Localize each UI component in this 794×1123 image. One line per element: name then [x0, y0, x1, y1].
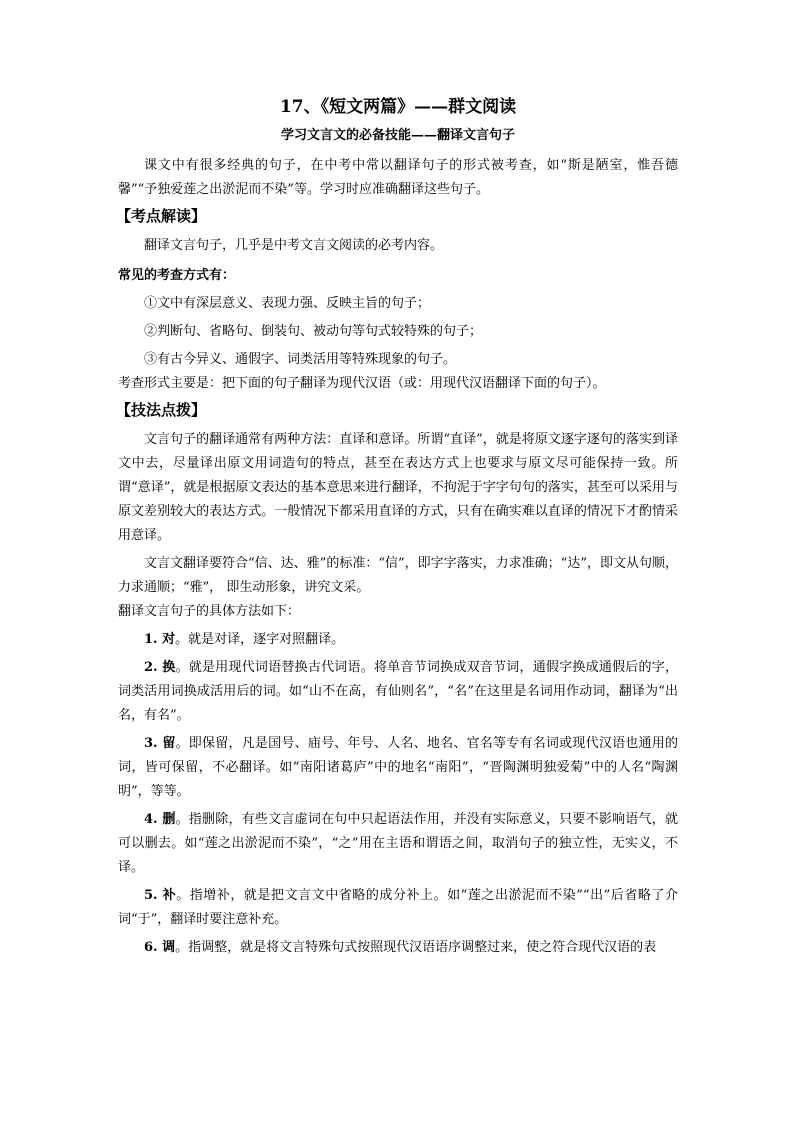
method-label: 6. 调 [144, 940, 176, 955]
section-heading-techniques: 【技法点拨】 [116, 401, 207, 419]
method-text: 。即保留，凡是国号、庙号、年号、人名、地名、官名等专有名词或现代汉语也通用的词，皆可保留，不必翻译。如“南阳诸葛庐”中的地名“南阳”，“晋陶渊明独爱菊”中的人名“陶渊明”，等等。 [118, 736, 678, 799]
exam-methods-subhead: 常见的考查方式有： [118, 268, 236, 283]
method-text: 。就是用现代词语替换古代词语。将单音节词换成双音节词，通假字换成通假后的字，词类活用词换成活用后的词。如“山不在高，有仙则名”，“名”在这里是名词用作动词，翻译为“出名，有名”。 [118, 660, 678, 723]
method-item [118, 656, 678, 728]
method-text: 。指增补，就是把文言文中省略的成分补上。如“莲之出淤泥而不染”“出”后省略了介词“于”，翻译时要注意补充。 [118, 888, 678, 927]
techniques-paragraph-3: 翻译文言句子的具体方法如下： [118, 604, 301, 619]
method-item [118, 732, 678, 804]
method-text: 。指删除，有些文言虚词在句中只起语法作用，并没有实际意义，只要不影响语气，就可以删去。如“莲之出淤泥而不染”，“之”用在主语和谓语之间，取消句子的独立性，无实义，不译。 [118, 812, 678, 875]
method-label: 1. 对 [144, 632, 176, 647]
method-text: 。就是对译，逐字对照翻译。 [175, 632, 345, 647]
techniques-paragraph-1: 文言句子的翻译通常有两种方法：直译和意译。所谓“直译”，就是将原文逐字逐句的落实到译文中去，尽量译出原文用词造句的特点，甚至在表达方式上也要求与原文尽可能保持一致。所谓“意译”，就是根据原文表达的基本意思来进行翻译，不拘泥于字字句句的落实，甚至可以采用与原文差别较大的表达方式。一般情况下都采用直译的方式，只有在确实难以直译的情况下才酌情采用意译。 [118, 432, 678, 543]
method-item [118, 808, 678, 880]
page-subtitle: 学习文言文的必备技能——翻译文言句子 [280, 128, 515, 143]
method-item [118, 936, 678, 960]
method-label: 5. 补 [144, 888, 177, 903]
techniques-paragraph-2: 文言文翻译要符合“信、达、雅”的标准：“信”，即字字落实，力求准确；“达”，即文从句顺，力求通顺；“雅”， 即生动形象，讲究文采。 [118, 556, 678, 595]
page-title: 17、《短文两篇》——群文阅读 [279, 97, 517, 117]
list-item: ②判断句、省略句、倒装句、被动句等句式较特殊的句子； [144, 324, 483, 339]
method-item [118, 884, 678, 932]
section-heading-exam-points: 【考点解读】 [116, 207, 207, 225]
exam-form-paragraph: 考查形式主要是：把下面的句子翻译为现代汉语（或：用现代汉语翻译下面的句子）。 [118, 376, 606, 391]
list-item: ①文中有深层意义、表现力强、反映主旨的句子； [144, 296, 431, 311]
intro-paragraph: 课文中有很多经典的句子，在中考中常以翻译句子的形式被考查，如“斯是陋室，惟吾德馨”“予独爱莲之出淤泥而不染”等。学习时应准确翻译这些句子。 [118, 158, 678, 197]
method-label: 3. 留 [144, 736, 176, 751]
exam-points-paragraph: 翻译文言句子，几乎是中考文言文阅读的必考内容。 [144, 238, 444, 253]
method-text: 。指调整，就是将文言特殊句式按照现代汉语语序调整过来，使之符合现代汉语的表 [175, 940, 657, 955]
list-item: ③有古今异义、通假字、词类活用等特殊现象的句子。 [144, 352, 457, 367]
method-label: 4. 删 [144, 812, 176, 827]
method-label: 2. 换 [144, 660, 176, 675]
document-content [118, 96, 678, 960]
method-item [118, 628, 678, 652]
